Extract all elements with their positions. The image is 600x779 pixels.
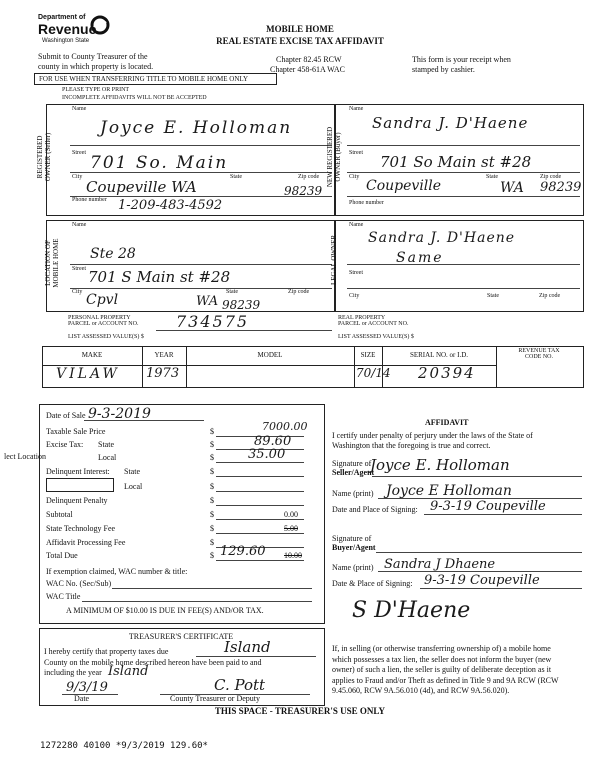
seller-zip-value[interactable]: 98239 <box>284 184 323 198</box>
local-code-box[interactable] <box>46 478 114 492</box>
legal-city-label: City <box>349 293 360 299</box>
buyer-side-label: NEW REGISTERED OWNER (Buyer) <box>326 126 342 188</box>
warning-text: If, in selling (or otherwise transferring ownership of) a mobile home which possesses a tax lien, the seller does not inform the buyer (new owner) of such a lien, the seller is guilty of deliberate deception as it applies to Fraud and/or Theft as defined in Title 9 and 9A RCW (RCW 9.45.060, RCW 9A.56.010 (4d), and RCW 9A.56.020). <box>332 644 559 695</box>
buyer-street-line <box>347 172 580 173</box>
date-of-sale-value[interactable]: 9-3-2019 <box>88 406 151 422</box>
excise-local-label: Local <box>98 453 117 462</box>
seller-name-label: Name <box>72 106 87 112</box>
location-zip-label: Zip code <box>288 289 310 295</box>
transfer-banner: FOR USE WHEN TRANSFERRING TITLE TO MOBILE HOME ONLY <box>34 73 277 85</box>
taxable-price-value[interactable]: 7000.00 <box>262 420 308 433</box>
logo-dept: Department of <box>38 14 86 21</box>
buyer-date-label: Date & Place of Signing: <box>332 579 413 588</box>
affidavit-title: AFFIDAVIT <box>425 418 469 427</box>
seller-phone-label: Phone number <box>72 197 107 203</box>
chapter-rcw: Chapter 82.45 RCW <box>276 55 342 64</box>
legal-state-label: State <box>487 293 499 299</box>
vehicle-serial-value[interactable]: 20394 <box>418 364 476 382</box>
buyer-city-line <box>347 196 580 197</box>
logo-swirl-icon <box>90 15 110 35</box>
seller-phone-value[interactable]: 1-209-483-4592 <box>118 198 223 213</box>
real-assessed-label: LIST ASSESSED VALUE(S) $ <box>338 334 414 340</box>
vehicle-make-value[interactable]: VILAW <box>56 366 120 382</box>
seller-name-line <box>70 145 332 146</box>
legal-street-line <box>347 288 580 289</box>
buyer-name-label: Name <box>349 106 364 112</box>
treasurer-year-value[interactable]: Island <box>108 664 149 679</box>
buyer-zip-value[interactable]: 98239 <box>540 180 582 195</box>
buyer-state-value[interactable]: WA <box>500 180 524 196</box>
real-prop-label: REAL PROPERTY PARCEL or ACCOUNT NO. <box>338 315 409 327</box>
submit-line-2: county in which property is located. <box>38 62 154 71</box>
personal-assessed-label: LIST ASSESSED VALUE(S) $ <box>68 334 144 340</box>
col-model: MODEL <box>257 351 283 359</box>
tech-fee-label: State Technology Fee <box>46 524 116 533</box>
location-state-label: State <box>226 289 238 295</box>
legal-line2-value[interactable]: Same <box>396 250 444 266</box>
logo-name: Revenue <box>38 21 97 37</box>
logo-state: Washington State <box>42 38 90 44</box>
col-rev-code: REVENUE TAX CODE NO. <box>518 348 560 360</box>
buyer-city-value[interactable]: Coupeville <box>366 178 442 194</box>
col-size: SIZE <box>360 351 376 359</box>
wac-title-label: WAC Title <box>46 592 81 601</box>
seller-city-label: City <box>72 174 83 180</box>
seller-signature[interactable]: Joyce E. Holloman <box>370 456 510 474</box>
receipt-line-1: This form is your receipt when <box>412 55 511 64</box>
legal-name-label: Name <box>349 222 364 228</box>
seller-street-value[interactable]: 701 So. Main <box>90 153 229 173</box>
buyer-city-label: City <box>349 174 360 180</box>
excise-state-label: State <box>98 440 114 449</box>
treasurer-date-value[interactable]: 9/3/19 <box>66 680 108 695</box>
seller-print-label: Name (print) <box>332 489 374 498</box>
submit-line-1: Submit to County Treasurer of the <box>38 52 148 61</box>
treasurer-use-only: THIS SPACE - TREASURER'S USE ONLY <box>214 706 386 716</box>
seller-city-line <box>70 196 332 197</box>
seller-sig-label: Signature of Seller/Agent <box>332 459 375 477</box>
location-city-label: City <box>72 289 83 295</box>
seller-side-label: REGISTERED OWNER (Seller) <box>36 132 52 182</box>
wac-claim-label: If exemption claimed, WAC number & title: <box>46 567 188 576</box>
delinquent-interest-label: Delinquent Interest: <box>46 467 110 476</box>
location-zip-value[interactable]: 98239 <box>222 298 261 312</box>
subtotal-label: Subtotal <box>46 510 73 519</box>
col-make: MAKE <box>81 351 103 359</box>
treasurer-county-value[interactable]: Island <box>224 638 271 656</box>
location-city-value[interactable]: Cpvl <box>86 292 119 308</box>
location-name-line <box>70 264 332 265</box>
col-year: YEAR <box>154 351 174 359</box>
treasurer-title: TREASURER'S CERTIFICATE <box>128 632 234 641</box>
legal-street-label: Street <box>349 270 363 276</box>
seller-street-label: Street <box>72 150 86 156</box>
date-of-sale-line <box>84 420 204 421</box>
cashier-stamp: 1272280 40100 *9/3/2019 129.60* <box>40 741 208 751</box>
taxable-price-label: Taxable Sale Price <box>46 427 106 436</box>
form-title: MOBILE HOME <box>266 24 334 34</box>
legal-name-line <box>347 264 580 265</box>
minimum-due-note: A MINIMUM OF $10.00 IS DUE IN FEE(S) AND/OR TAX. <box>66 606 264 615</box>
vehicle-year-value[interactable]: 1973 <box>146 366 180 381</box>
tech-fee-value: 5.00 <box>284 524 298 533</box>
buyer-street-label: Street <box>349 150 363 156</box>
buyer-signature[interactable]: S D'Haene <box>352 598 471 623</box>
wac-no-label: WAC No. (Sec/Sub) <box>46 579 112 588</box>
affidavit-text-2: Washington that the foregoing is true and correct. <box>332 441 491 450</box>
buyer-street-value[interactable]: 701 So Main st #28 <box>380 153 532 171</box>
revenue-logo <box>38 14 108 48</box>
margin-note: lect Location <box>4 452 46 461</box>
receipt-line-2: stamped by cashier. <box>412 65 475 74</box>
personal-parcel-line <box>156 330 332 331</box>
buyer-print-value[interactable]: Sandra J Dhaene <box>384 557 496 572</box>
seller-city-value[interactable]: Coupeville WA <box>86 178 197 196</box>
seller-state-label: State <box>230 174 242 180</box>
incomplete-note: INCOMPLETE AFFIDAVITS WILL NOT BE ACCEPTED <box>62 95 207 101</box>
seller-date-value[interactable]: 9-3-19 Coupeville <box>430 499 546 514</box>
excise-local-value[interactable]: 35.00 <box>248 447 286 462</box>
form-subtitle: REAL ESTATE EXCISE TAX AFFIDAVIT <box>216 36 384 46</box>
buyer-state-label: State <box>486 174 498 180</box>
personal-parcel-value[interactable]: 734575 <box>176 312 250 331</box>
seller-name-value[interactable]: Joyce E. Holloman <box>100 118 293 138</box>
location-side-label: LOCATION OF MOBILE HOME <box>44 238 60 288</box>
location-state-value[interactable]: WA <box>196 294 219 309</box>
buyer-print-label: Name (print) <box>332 563 374 572</box>
buyer-name-line <box>347 145 580 146</box>
seller-zip-label: Zip code <box>298 174 320 180</box>
col-serial: SERIAL NO. or I.D. <box>409 351 469 359</box>
excise-tax-label: Excise Tax: <box>46 440 84 449</box>
legal-zip-label: Zip code <box>539 293 561 299</box>
type-or-print: PLEASE TYPE OR PRINT <box>62 87 130 93</box>
location-street-label: Street <box>72 266 86 272</box>
treasurer-county-label: County Treasurer or Deputy <box>170 694 260 703</box>
buyer-date-value[interactable]: 9-3-19 Coupeville <box>424 573 540 588</box>
treasurer-text-2: County on the mobile home described hereon have been paid to and <box>44 658 262 667</box>
location-name-label: Name <box>72 222 87 228</box>
total-due-value[interactable]: 129.60 <box>220 544 266 559</box>
seller-street-line <box>70 172 332 173</box>
total-due-label: Total Due <box>46 551 78 560</box>
treasurer-date-label: Date <box>74 694 90 703</box>
buyer-sig-label: Signature of Buyer/Agent <box>332 534 376 552</box>
excise-state-value[interactable]: 89.60 <box>254 434 292 449</box>
treasurer-text-3: including the year <box>44 668 102 677</box>
seller-date-label: Date and Place of Signing: <box>332 505 418 514</box>
legal-name-value[interactable]: Sandra J. D'Haene <box>368 230 516 246</box>
treasurer-text-1: I hereby certify that property taxes due <box>44 647 169 656</box>
personal-prop-label: PERSONAL PROPERTY PARCEL or ACCOUNT NO. <box>68 315 139 327</box>
treasurer-signature[interactable]: C. Pott <box>214 676 266 694</box>
buyer-phone-label: Phone number <box>349 200 384 206</box>
affidavit-fee-label: Affidavit Processing Fee <box>46 538 126 547</box>
chapter-wac: Chapter 458-61A WAC <box>270 65 345 74</box>
affidavit-text-1: I certify under penalty of perjury under the laws of the State of <box>332 431 533 440</box>
vehicle-size-value[interactable]: 70/14 <box>356 366 391 380</box>
date-of-sale-label: Date of Sale <box>46 411 86 420</box>
delinquent-penalty-label: Delinquent Penalty <box>46 496 108 505</box>
legal-owner-side-label: LEGAL OWNER <box>330 234 338 286</box>
seller-print-value[interactable]: Joyce E Holloman <box>386 483 512 499</box>
location-name-value[interactable]: Ste 28 <box>90 246 136 262</box>
total-struck-value: 10.00 <box>284 551 302 560</box>
subtotal-value: 0.00 <box>284 510 298 519</box>
buyer-name-value[interactable]: Sandra J. D'Haene <box>372 114 529 132</box>
location-street-value[interactable]: 701 S Main st #28 <box>88 268 231 286</box>
buyer-zip-label: Zip code <box>540 174 562 180</box>
